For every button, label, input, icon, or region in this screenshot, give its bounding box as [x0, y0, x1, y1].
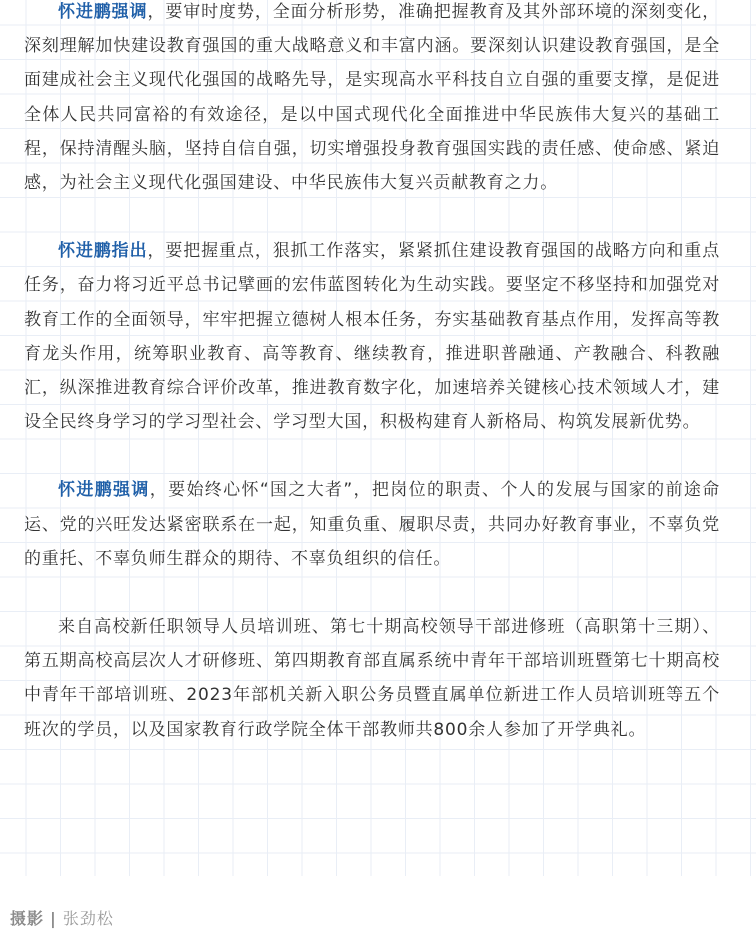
paragraph-1-lead: 怀进鹏强调	[58, 2, 148, 22]
paragraph-4-text: 来自高校新任职领导人员培训班、第七十期高校领导干部进修班（高职第十三期）、第五期高校高层次人才研修班、第四期教育部直属系统中青年干部培训班暨第七十期高校中青年干部培训班、2023年部机关新入职公务员暨直属单位新进工作人员培训班等五个班次的学员，以及国家教育行政学院全体干部教师共800余人参加了开学典礼。	[24, 617, 720, 740]
photo-credit-separator: |	[50, 909, 57, 928]
photo-credit-name: 张劲松	[62, 909, 114, 928]
paragraph-2-lead: 怀进鹏指出	[58, 241, 148, 262]
paragraph-3-text: ，要始终心怀“国之大者”，把岗位的职责、个人的发展与国家的前途命运、党的兴旺发达紧密联系在一起，知重负重、履职尽责，共同办好教育事业，不辜负党的重托、不辜负师生群众的期待、不辜负组织的信任。	[24, 480, 720, 569]
photo-credit-label: 摄影	[10, 909, 45, 928]
paragraph-2	[24, 234, 720, 439]
paragraph-2-text: ，要把握重点，狠抓工作落实，紧紧抓住建设教育强国的战略方向和重点任务，奋力将习近平总书记擘画的宏伟蓝图转化为生动实践。要坚定不移坚持和加强党对教育工作的全面领导，牢牢把握立德树人根本任务，夯实基础教育基点作用，发挥高等教育龙头作用，统筹职业教育、高等教育、继续教育，推进职普融通、产教融合、科教融汇，纵深推进教育综合评价改革，推进教育数字化，加速培养关键核心技术领域人才，建设全民终身学习的学习型社会、学习型大国，积极构建育人新格局、构筑发展新优势。	[24, 241, 721, 433]
paragraph-4	[24, 610, 720, 747]
article-body	[24, 0, 720, 747]
paragraph-3	[24, 473, 720, 576]
paragraph-1	[24, 0, 720, 200]
paragraph-1-text: ，要审时度势，全面分析形势，准确把握教育及其外部环境的深刻变化，深刻理解加快建设教育强国的重大战略意义和丰富内涵。要深刻认识建设教育强国，是全面建成社会主义现代化强国的战略先导，是实现高水平科技自立自强的重要支撑，是促进全体人民共同富裕的有效途径，是以中国式现代化全面推进中华民族伟大复兴的基础工程，保持清醒头脑，坚持自信自强，切实增强投身教育强国实践的责任感、使命感、紧迫感，为社会主义现代化强国建设、中华民族伟大复兴贡献教育之力。	[24, 2, 721, 194]
photo-credit	[10, 906, 114, 929]
paragraph-3-lead: 怀进鹏强调	[58, 480, 150, 501]
